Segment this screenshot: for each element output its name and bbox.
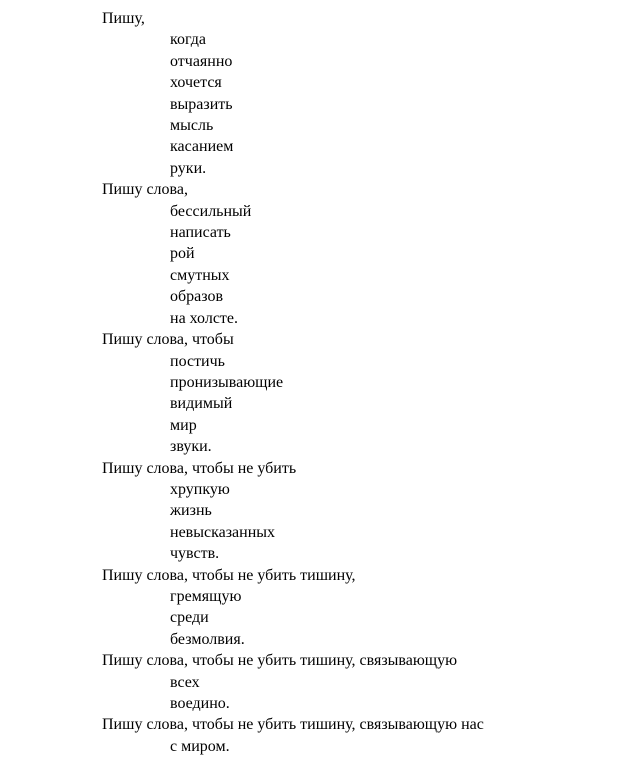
poem-line: звуки. bbox=[170, 438, 212, 456]
poem-line: касанием bbox=[170, 138, 234, 156]
stanza-4 bbox=[102, 458, 629, 565]
poem-line: бессильный bbox=[170, 202, 252, 220]
stanza-heading: Пишу слова, чтобы bbox=[102, 331, 234, 349]
poem-line: хочется bbox=[170, 74, 222, 92]
stanza-heading: Пишу, bbox=[102, 10, 145, 27]
stanza-heading: Пишу слова, чтобы не убить тишину, связывающую нас bbox=[102, 716, 484, 734]
poem-line: когда bbox=[170, 31, 206, 49]
stanza-2 bbox=[102, 179, 629, 329]
stanza-6 bbox=[102, 650, 629, 714]
poem-line: рой bbox=[170, 245, 195, 263]
poem-line: хрупкую bbox=[170, 480, 230, 498]
poem-line: жизнь bbox=[170, 502, 212, 520]
poem-line: образов bbox=[170, 288, 224, 306]
poem-line: руки. bbox=[170, 159, 207, 177]
stanza-1 bbox=[102, 8, 629, 179]
stanza-5 bbox=[102, 565, 629, 651]
poem-line: невысказанных bbox=[170, 523, 275, 541]
poem-line: мысль bbox=[170, 117, 214, 135]
poem-line: отчаянно bbox=[170, 52, 233, 70]
stanza-heading: Пишу слова, чтобы не убить bbox=[102, 459, 297, 477]
stanza-3 bbox=[102, 329, 629, 457]
poem-line: всех bbox=[170, 673, 200, 691]
poem-line: гремящую bbox=[170, 587, 242, 605]
stanza-heading: Пишу слова, чтобы не убить тишину, bbox=[102, 566, 356, 584]
poem-line: на холсте. bbox=[170, 309, 239, 327]
poem-line: с миром. bbox=[170, 737, 230, 755]
poem-line: среди bbox=[170, 609, 209, 627]
poem-line: выразить bbox=[170, 95, 233, 113]
poem-line: видимый bbox=[170, 395, 233, 413]
poem-line: безмолвия. bbox=[170, 630, 245, 648]
poem-line: пронизывающие bbox=[170, 373, 284, 391]
stanza-heading: Пишу слова, чтобы не убить тишину, связывающую bbox=[102, 652, 458, 670]
poem-line: написать bbox=[170, 224, 231, 242]
poem-text bbox=[102, 8, 629, 757]
stanza-heading: Пишу слова, bbox=[102, 181, 188, 199]
stanza-7 bbox=[102, 714, 629, 757]
poem-line: чувств. bbox=[170, 545, 220, 563]
poem-line: смутных bbox=[170, 266, 230, 284]
poem-line: мир bbox=[170, 416, 197, 434]
poem-line: постичь bbox=[170, 352, 225, 370]
poem-line: воедино. bbox=[170, 695, 230, 712]
